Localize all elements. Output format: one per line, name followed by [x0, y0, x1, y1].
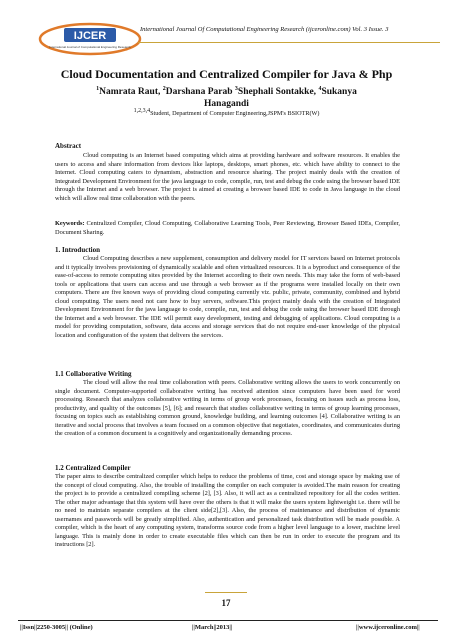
author-4-surname: Hanagandi	[204, 98, 249, 109]
section-1-text: Cloud Computing describes a new supplement, consumption and delivery model for IT services based on Internet protocols and it typically involves provisioning of dynamically scalable and often virtualized resources. It is a byproduct and consequence of the ease-of-access to remote computing sites provided by the Internet according to their own needs. This may take the form of web-based tools or applications that users can access and use through a web browser as if the programs were installed locally on their own computers. There are five known ways of providing cloud computing currently viz. public, private, community, combined and hybrid cloud computing. The users need not care how to buy servers, software.This project mainly deals with the creation of Integrated Development Environment for the java language to code, compile, run, test and debug the code using the browser based IDE through the Internet and a web browser. The IDE will permit easy development, testing and debugging of applications. Cloud computing is a model for providing computation, software, data access and storage services that do not require end-user knowledge of the physical location and configuration of the system that delivers the services.	[55, 255, 400, 339]
section-1-2-heading: 1.2 Centralized Compiler	[55, 464, 131, 472]
author-2: Darshana Parab	[165, 87, 233, 98]
author-1: Namrata Raut,	[99, 87, 161, 98]
author-sup: 1	[96, 86, 100, 92]
affiliation-sup: 1,2,3,4	[133, 108, 151, 114]
section-1-1-text: The cloud will allow the real time collaboration with peers. Collaborative writing allows the users to work concurrently on single document. Computer-supported collaborative writing has received attention since computers have been used for word processing. Research that analyzes collaborative writing in terms of group work processes, focusing on issues such as process loss, productivity, and quality of the outcomes [5], [6]; and research that studies collaborative writing in terms of group learning processes, focusing on topics such as establishing common ground, knowledge building, and learning outcomes [4]. Collaborative writing is an iterative and social process that involves a team focused on a common objective that negotiates, coordinates, and communicates during the creation of a common document is a cognitively and organizationally demanding process.	[55, 379, 400, 437]
author-4: Sukanya	[321, 87, 357, 98]
abstract-text: Cloud computing is an Internet based computing which aims at providing hardware and software resources. It enables the users to access and share information from devices like laptops, desktops, smart phones, etc. which have ability to connect to the Internet. Cloud computing caters to dynamism, abstraction and resource sharing. The project mainly deals with the creation of Integrated Development Environment for the java language to code, compile, run, test and debug the code using the browser based IDE through the Internet and a web browser. The project is aimed at creating a browser based IDE to code in Java language in the cloud which will allow real time collaboration with the peers.	[55, 152, 400, 202]
section-1-2-text: The paper aims to describe centralized compiler which helps to reduce the problems of time, cost and storage space by making use of the concept of cloud computing. Also, the trouble of installing the compiler on each computer is avoided.The main reason for creating the project is to provide a centralized compiling scheme [2], [3]. Also, it will act as a centralized repository for all the codes written. The other major advantage that this system will have over the others is that it will make the users system lightweight i.e. there will be no need to maintain separate compilers at the client side[2],[3]. Also, the process of maintenance and distribution of dynamic usernames and passwords will be greatly simplified. Also, authentication and personalized task distribution will be made possible. A compiler, which is the heart of any computing system, transforms source code from a higher level language to a lower, machine level language. This is mainly done in order to create executable files which can then be run in order to execute the program and its instructions [2].	[55, 473, 400, 548]
journal-header: International Journal Of Computational Engineering Research (ijceronline.com) Vol. 3 Issue. 3	[140, 26, 389, 33]
footer-issn: ||Issn||2250-3005|| (Online)	[20, 624, 93, 631]
footer-site: ||www.ijceronline.com||	[356, 624, 420, 631]
abstract-heading: Abstract	[55, 142, 82, 150]
paper-authors	[60, 84, 393, 110]
keywords-text: Centralized Compiler, Cloud Computing, Collaborative Learning Tools, Peer Reviewing, Browser Based IDEs, Compiler, Document Sharing.	[55, 220, 400, 236]
paper-title: Cloud Documentation and Centralized Compiler for Java & Php	[60, 67, 393, 81]
page-number: 17	[221, 598, 231, 608]
keywords	[55, 220, 400, 237]
affiliation	[60, 108, 393, 117]
footer-date: ||March||2013||	[192, 624, 233, 631]
author-sup: 3	[234, 86, 238, 92]
author-sup: 4	[318, 86, 322, 92]
header-rule	[138, 42, 440, 43]
section-1-heading: 1. Introduction	[55, 246, 100, 254]
journal-logo	[38, 22, 142, 56]
logo-subtitle: International Journal of Computational Engineering Research	[49, 45, 131, 49]
affiliation-text: Student, Department of Computer Engineering,JSPM's BSIOTR(W)	[150, 110, 320, 118]
logo-text: IJCER	[73, 30, 107, 42]
author-3: Shephali Sontakke,	[237, 87, 317, 98]
keywords-label: Keywords:	[55, 220, 85, 227]
page-number-rule	[205, 592, 247, 593]
footer-rule	[18, 620, 438, 621]
section-1-1-heading: 1.1 Collaborative Writing	[55, 370, 132, 378]
author-sup: 2	[162, 86, 166, 92]
